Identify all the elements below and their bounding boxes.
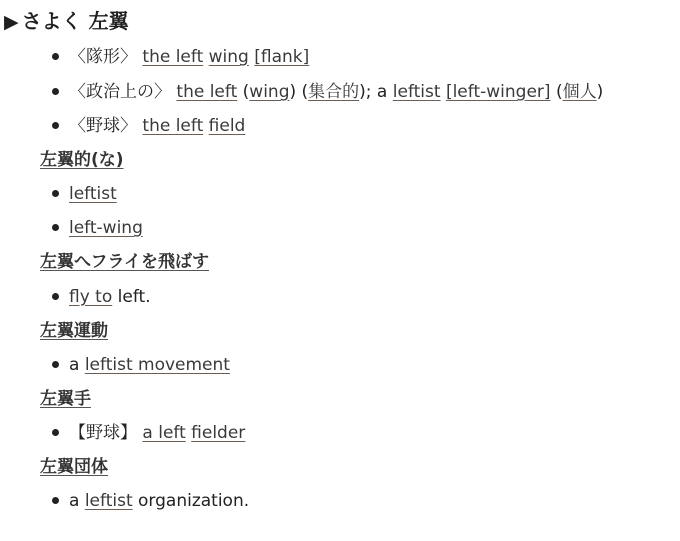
link-the-left[interactable]: the left — [142, 116, 204, 136]
link-leftist[interactable]: leftist — [392, 82, 441, 102]
link-leftist-movement[interactable]: leftist movement — [84, 355, 230, 375]
bullet-icon — [52, 224, 59, 231]
link-the-left[interactable]: the left — [176, 82, 238, 102]
paren-text: ( — [555, 82, 563, 102]
link-left-winger[interactable]: [left-winger] — [445, 82, 551, 102]
list-item — [52, 79, 603, 105]
bullet-icon — [52, 190, 59, 197]
paren-text: ( — [242, 82, 250, 102]
paren-text: ) ( — [289, 82, 309, 102]
list-item — [52, 215, 143, 241]
list-item — [52, 44, 309, 70]
link-individual[interactable]: 個人 — [562, 82, 597, 102]
list-item — [52, 420, 245, 446]
subentry-title[interactable]: 左翼団体 — [40, 457, 108, 477]
link-collective[interactable]: 集合的 — [308, 82, 360, 102]
paren-text: ); a — [359, 82, 388, 102]
subentry-title[interactable]: 左翼運動 — [40, 321, 108, 341]
bullet-icon — [52, 293, 59, 300]
disclosure-triangle-icon[interactable]: ▶ — [4, 11, 19, 33]
link-wing[interactable]: wing — [208, 47, 249, 67]
list-item — [52, 352, 230, 378]
link-flank[interactable]: [flank] — [254, 47, 310, 67]
bullet-icon — [52, 429, 59, 436]
paren-text: ) — [596, 82, 604, 102]
headword-kanji: 左翼 — [88, 9, 129, 33]
bullet-icon — [52, 88, 59, 95]
link-the-left[interactable]: the left — [142, 47, 204, 67]
subentry-title[interactable]: 左翼手 — [40, 389, 91, 409]
plain-text: left. — [117, 287, 151, 307]
usage-label: 〈野球〉 — [69, 116, 137, 136]
link-field[interactable]: field — [208, 116, 246, 136]
bullet-icon — [52, 497, 59, 504]
link-leftist[interactable]: leftist — [84, 491, 133, 511]
link-a-left[interactable]: a left — [142, 423, 186, 443]
link-wing[interactable]: wing — [249, 82, 290, 102]
usage-label: 【野球】 — [69, 423, 137, 443]
headword-reading: さよく — [21, 9, 82, 33]
bullet-icon — [52, 122, 59, 129]
link-fielder[interactable]: fielder — [191, 423, 246, 443]
link-fly-to[interactable]: fly to — [69, 287, 113, 307]
list-item — [52, 113, 245, 139]
plain-text: organization. — [138, 491, 250, 511]
subentry-title[interactable]: 左翼的(な) — [40, 150, 124, 170]
link-leftist[interactable]: leftist — [69, 184, 117, 204]
plain-text: a — [69, 355, 80, 375]
usage-label: 〈隊形〉 — [69, 47, 137, 67]
list-item — [52, 181, 117, 207]
usage-label: 〈政治上の〉 — [69, 82, 171, 102]
bullet-icon — [52, 53, 59, 60]
link-left-wing[interactable]: left-wing — [69, 218, 143, 238]
headword — [4, 6, 129, 36]
plain-text: a — [69, 491, 80, 511]
list-item — [52, 284, 151, 310]
list-item — [52, 488, 249, 514]
bullet-icon — [52, 361, 59, 368]
subentry-title[interactable]: 左翼へフライを飛ばす — [40, 252, 209, 272]
